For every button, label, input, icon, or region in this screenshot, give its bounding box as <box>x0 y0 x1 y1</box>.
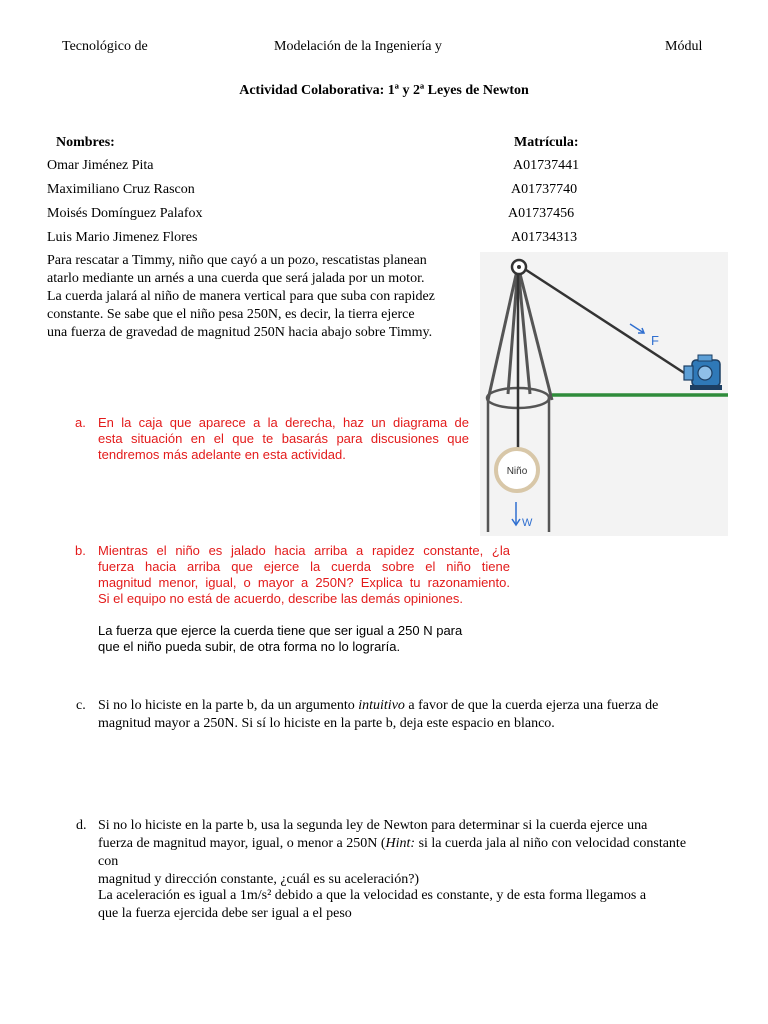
part-c-letter: c. <box>76 698 86 713</box>
intro-line: Para rescatar a Timmy, niño que cayó a un pozo, rescatistas planean <box>47 253 427 268</box>
part-b-answer <box>98 623 510 655</box>
answer-line: La fuerza que ejerce la cuerda tiene que ser igual a 250 N para <box>98 623 463 638</box>
part-c-question <box>98 697 708 733</box>
force-label: F <box>651 333 659 348</box>
intro-line: atarlo mediante un arnés a una cuerda que será jalada por un motor. <box>47 271 425 286</box>
question-line: esta situación en el que te basarás para discusiones que <box>98 431 469 446</box>
intro-paragraph <box>47 252 472 342</box>
part-d-question <box>98 817 708 889</box>
question-line: magnitud menor, igual, o mayor a 250N? Explica tu razonamiento. <box>98 575 510 590</box>
page-title: Actividad Colaborativa: 1ª y 2ª Leyes de Newton <box>239 83 529 98</box>
member-name: Luis Mario Jimenez Flores <box>47 230 198 245</box>
question-line: Si no lo hiciste en la parte b, usa la segunda ley de Newton para determinar si la cuerda ejerce una <box>98 818 648 833</box>
emphasis-text: intuitivo <box>358 698 405 713</box>
part-d-letter: d. <box>76 818 87 833</box>
question-line: magnitud y dirección constante, ¿cuál es su aceleración?) <box>98 872 420 887</box>
member-name: Maximiliano Cruz Rascon <box>47 182 195 197</box>
member-id: A01737441 <box>513 158 580 173</box>
question-line: tendremos más adelante en esta actividad. <box>98 447 346 462</box>
question-line: Si el equipo no está de acuerdo, describe las demás opiniones. <box>98 591 463 606</box>
header-institution: Tecnológico de <box>62 39 148 54</box>
question-line: magnitud mayor a 250N. Si sí lo hiciste en la parte b, deja este espacio en blanco. <box>98 716 555 731</box>
question-line: Mientras el niño es jalado hacia arriba a rapidez constante, ¿la <box>98 543 510 558</box>
member-name: Moisés Domínguez Palafox <box>47 206 203 221</box>
answer-line: que el niño pueda subir, de otra forma no lo lograría. <box>98 639 401 654</box>
question-line <box>98 697 708 715</box>
answer-line: que la fuerza ejercida debe ser igual a el peso <box>98 906 352 921</box>
question-text: Si no lo hiciste en la parte b, da un argumento <box>98 698 359 713</box>
intro-line: una fuerza de gravedad de magnitud 250N hacia abajo sobre Timmy. <box>47 325 433 340</box>
member-id: A01737456 <box>508 206 575 221</box>
member-name: Omar Jiménez Pita <box>47 158 154 173</box>
child-label: Niño <box>506 466 528 477</box>
answer-line: La aceleración es igual a 1m/s² debido a que la velocidad es constante, y de esta forma llegamos a <box>98 888 647 903</box>
member-id: A01734313 <box>511 230 578 245</box>
part-b-letter: b. <box>75 543 86 558</box>
intro-line: constante. Se sabe que el niño pesa 250N, es decir, la tierra ejerce <box>47 307 415 322</box>
id-label: Matrícula: <box>514 135 579 150</box>
header-module: Módul <box>665 39 703 54</box>
question-line <box>98 835 708 871</box>
part-a-question <box>98 415 469 463</box>
member-id: A01737740 <box>511 182 578 197</box>
intro-line: La cuerda jalará al niño de manera vertical para que suba con rapidez <box>47 289 435 304</box>
well-rescue-diagram <box>480 252 728 536</box>
question-text: a favor de que la cuerda ejerza una fuerza de <box>404 698 659 713</box>
question-text: si la cuerda jala al niño con velocidad constante con <box>98 836 687 869</box>
part-a-letter: a. <box>75 415 86 430</box>
header-course: Modelación de la Ingeniería y <box>274 39 442 54</box>
part-d-answer <box>98 887 708 923</box>
weight-label: W <box>522 517 533 529</box>
emphasis-text: Hint: <box>385 836 416 851</box>
names-label: Nombres: <box>56 135 115 150</box>
question-line: En la caja que aparece a la derecha, haz un diagrama de <box>98 415 469 430</box>
question-line: fuerza hacia arriba que ejerce la cuerda sobre el niño tiene <box>98 559 510 574</box>
question-text: fuerza de magnitud mayor, igual, o menor a 250N ( <box>98 836 386 851</box>
part-b-question <box>98 543 510 607</box>
